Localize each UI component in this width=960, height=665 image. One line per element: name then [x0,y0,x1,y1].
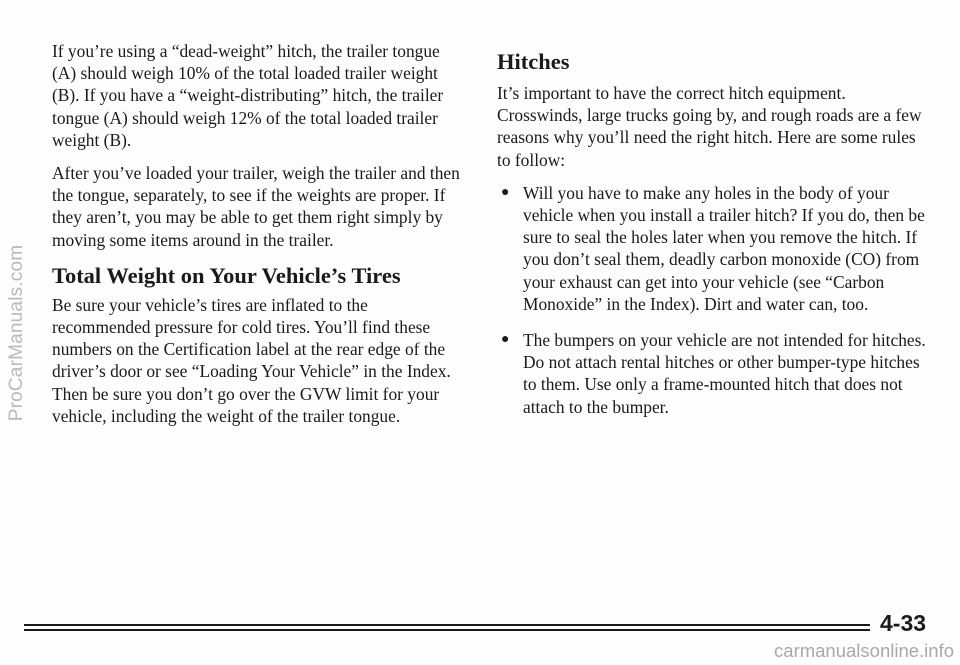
list-item-text: Will you have to make any holes in the body of your vehicle when you install a trailer hitch? If you do, then be sure to seal the holes later when you remove the hitch. If you don’t seal them, deadly carbon monoxide (CO) from your exhaust can get into your vehicle (see “Carbon Monoxide” in the Index). Dirt and water can, too. [523,182,925,314]
bullet-icon: ● [501,184,510,200]
right-column [497,48,929,432]
watermark-bottom: carmanualsonline.info [774,640,954,661]
page-number: 4-33 [880,610,927,636]
list-item [497,182,929,315]
paragraph-hitch-tongue-weight: If you’re using a “dead-weight” hitch, the trailer tongue (A) should weigh 10% of the total loaded trailer weight (B). If you have a “weight-distributing” hitch, the trailer tongue (A) should weigh 12% of the total loaded trailer weight (B). [52,41,444,150]
watermark-left [0,0,34,665]
left-column [52,40,468,438]
footer-rule [24,624,870,634]
hitch-rules-list [497,182,929,418]
paragraph-tire-pressure: Be sure your vehicle’s tires are inflated to the recommended pressure for cold tires. You’ll find these numbers on the Certification label at the rear edge of the driver’s door or see “Loading Your Vehicle” in the Index. Then be sure you don’t go over the GVW limit for your vehicle, including the weight of the trailer tongue. [52,294,451,426]
bullet-icon: ● [501,332,510,348]
list-item-text: The bumpers on your vehicle are not intended for hitches. Do not attach rental hitches or other bumper-type hitches to them. Use only a frame-mounted hitch that does not attach to the bumper. [523,330,926,417]
paragraph-weigh-trailer: After you’ve loaded your trailer, weigh the trailer and then the tongue, separately, to see if the weights are proper. If they aren’t, you may be able to get them right simply by moving some items around in the trailer. [52,163,460,250]
list-item [497,329,929,418]
paragraph-hitch-intro: It’s important to have the correct hitch equipment. Crosswinds, large trucks going by, and rough roads are a few reasons why you’ll need the right hitch. Here are some rules to follow: [497,83,922,170]
heading-total-weight: Total Weight on Your Vehicle’s Tires [52,262,401,288]
heading-hitches: Hitches [497,49,570,74]
watermark-left-text: ProCarManuals.com [6,244,27,421]
